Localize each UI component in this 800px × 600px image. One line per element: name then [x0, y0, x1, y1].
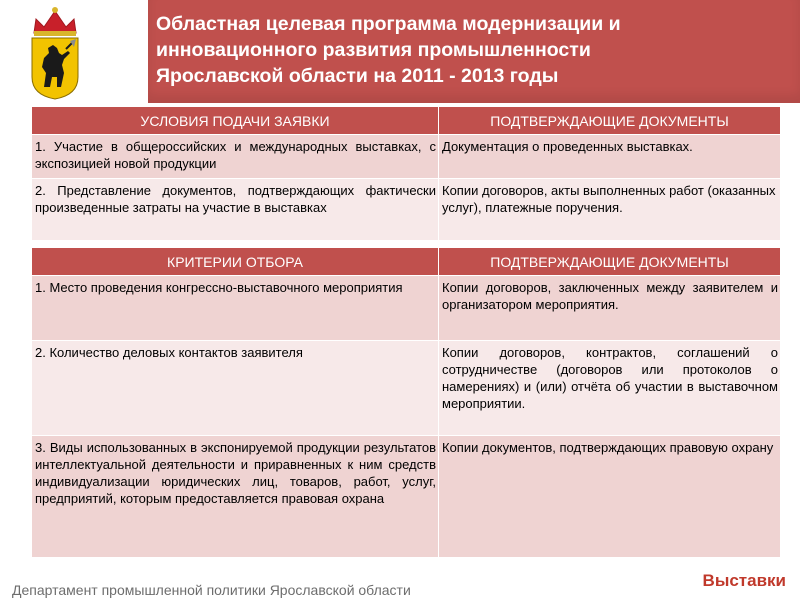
table-row — [32, 179, 781, 241]
conditions-table — [31, 106, 781, 241]
yaroslavl-coat-of-arms-icon — [26, 3, 84, 101]
department-footer: Департамент промышленной политики Ярославской области — [12, 582, 411, 598]
page-title: Областная целевая программа модернизации и инновационного развития промышленности Ярославской области на 2011 - 2013 годы — [156, 13, 621, 87]
table-header-row — [32, 248, 781, 276]
column-header: ПОДТВЕРЖДАЮЩИЕ ДОКУМЕНТЫ — [439, 248, 781, 276]
table-header-row — [32, 107, 781, 135]
table-row — [32, 341, 781, 436]
column-header: ПОДТВЕРЖДАЮЩИЕ ДОКУМЕНТЫ — [439, 107, 781, 135]
documents-cell: Копии договоров, заключенных между заявителем и организатором мероприятия. — [439, 276, 781, 341]
table-row — [32, 276, 781, 341]
logo-area — [0, 0, 148, 103]
criterion-cell: 1. Место проведения конгрессно-выставочного мероприятия — [32, 276, 439, 341]
condition-cell: 1. Участие в общероссийских и международных выставках, с экспозицией новой продукции — [32, 135, 439, 179]
condition-cell: 2. Представление документов, подтверждающих фактически произведенные затраты на участие в выставках — [32, 179, 439, 241]
criterion-cell: 2. Количество деловых контактов заявителя — [32, 341, 439, 436]
table-row — [32, 135, 781, 179]
header-banner — [148, 0, 800, 103]
documents-cell: Копии договоров, контрактов, соглашений о сотрудничестве (договоров или протоколов о намерениях) и (или) отчёта об участии в выставочном мероприятии. — [439, 341, 781, 436]
section-badge: Выставки — [702, 571, 786, 590]
criterion-cell: 3. Виды использованных в экспонируемой продукции результатов интеллектуальной деятельности и приравненных к ним средств индивидуализации юридических лиц, товаров, работ, услуг, предприятий, которым предоставляется правовая охрана — [32, 436, 439, 558]
table-row — [32, 436, 781, 558]
documents-cell: Копии договоров, акты выполненных работ (оказанных услуг), платежные поручения. — [439, 179, 781, 241]
column-header: КРИТЕРИИ ОТБОРА — [32, 248, 439, 276]
documents-cell: Копии документов, подтверждающих правовую охрану — [439, 436, 781, 558]
documents-cell: Документация о проведенных выставках. — [439, 135, 781, 179]
column-header: УСЛОВИЯ ПОДАЧИ ЗАЯВКИ — [32, 107, 439, 135]
criteria-table — [31, 247, 781, 558]
